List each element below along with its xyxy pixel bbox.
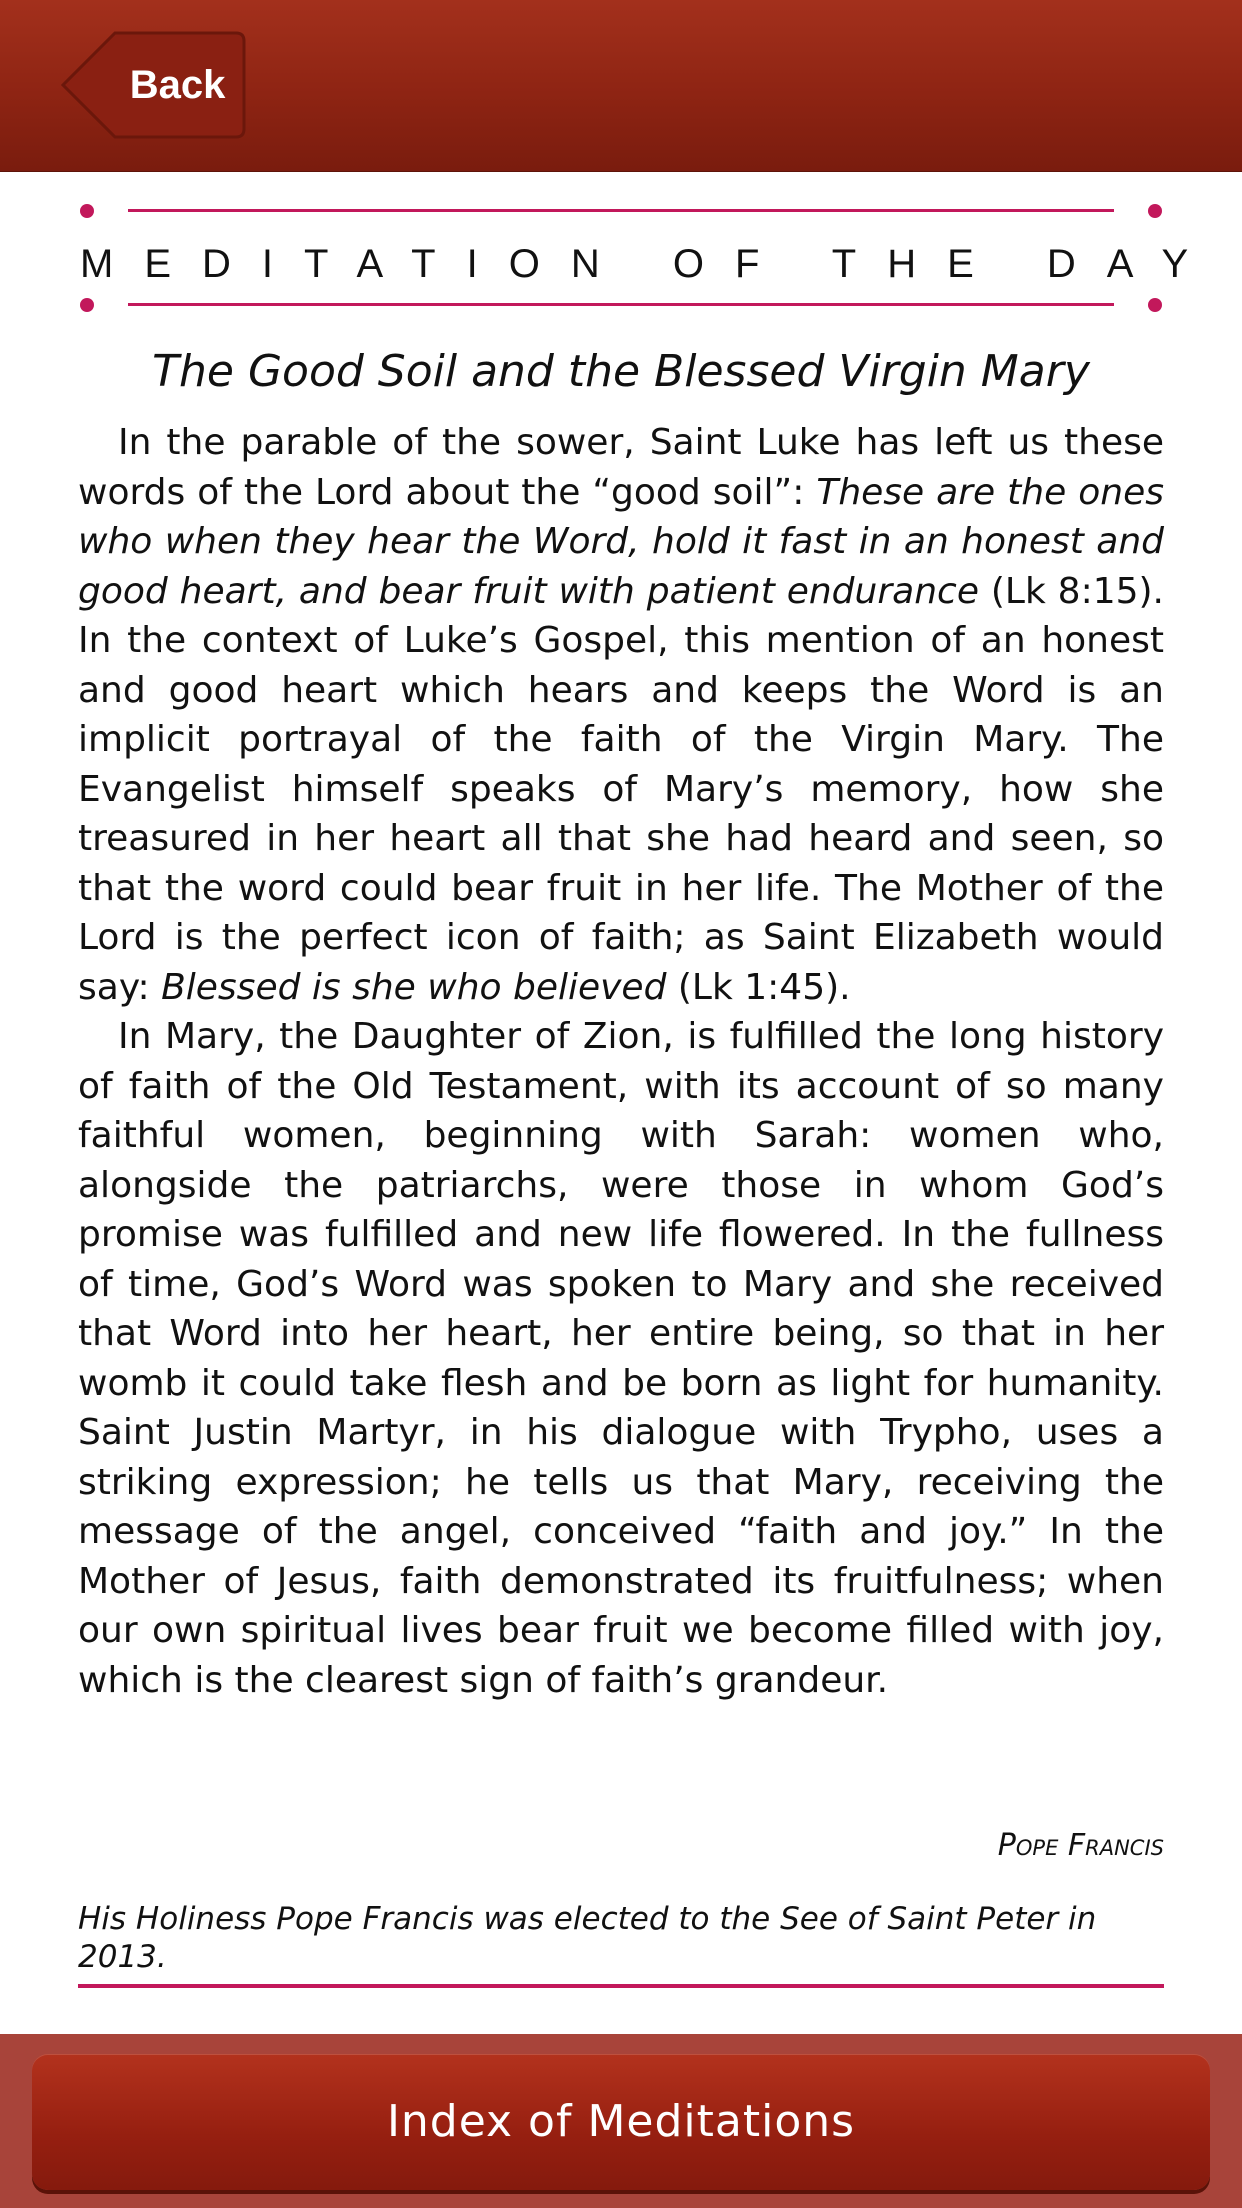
paragraph-1	[78, 418, 1164, 1012]
ornament-line-bottom	[128, 303, 1114, 306]
p1-text: In the parable of the sower, Saint Luke has left us these words of the Lord about the “good soil”:	[78, 422, 1164, 513]
article-body	[78, 418, 1164, 1705]
p1-quote: These are the ones who when they hear the Word, hold it fast in an honest and good heart, and bear fruit with patient endurance	[78, 471, 1164, 612]
author-signature: Pope Francis	[997, 1828, 1164, 1863]
ornament-line-top	[128, 209, 1114, 212]
ornament-dot	[80, 298, 94, 312]
ornament-dot	[80, 204, 94, 218]
p1-text: (Lk 8:15). In the context of Luke’s Gospel, this mention of an honest and good heart which hears and keeps the Word is an implicit portrayal of the faith of the Virgin Mary. The Evangelist himself speaks of Mary’s memory, how she treasured in her heart all that she had heard and seen, so that the word could bear fruit in her life. The Mother of the Lord is the perfect icon of faith; as Saint Elizabeth would say:	[78, 570, 1164, 1008]
section-title: MEDITATION OF THE DAY	[80, 242, 1220, 286]
ornament-dot	[1148, 204, 1162, 218]
magnificat-logo	[336, 17, 896, 156]
p1-text: (Lk 1:45).	[666, 966, 851, 1008]
bottom-divider	[78, 1984, 1164, 1988]
back-button[interactable]	[60, 30, 246, 140]
back-button-label: Back	[129, 63, 226, 107]
paragraph-2: In Mary, the Daughter of Zion, is fulfilled the long history of faith of the Old Testament, with its account of so many faithful women, beginning with Sarah: women who, alongside the patriarchs, were those in whom God’s promise was fulfilled and new life flowered. In the fullness of time, God’s Word was spoken to Mary and she received that Word into her heart, her entire being, so that in her womb it could take flesh and be born as light for humanity. Saint Justin Martyr, in his dialogue with Trypho, uses a striking expression; he tells us that Mary, receiving the message of the angel, conceived “faith and joy.” In the Mother of Jesus, faith demonstrated its fruitfulness; when our own spiritual lives bear fruit we become filled with joy, which is the clearest sign of faith’s grandeur.	[78, 1016, 1164, 1701]
meditation-content	[0, 172, 1242, 2034]
logo-initial: M	[336, 17, 449, 156]
ornament-dot	[1148, 298, 1162, 312]
author-note: His Holiness Pope Francis was elected to the See of Saint Peter in 2013.	[78, 1901, 1097, 1975]
nav-bar	[0, 0, 1242, 172]
article-title: The Good Soil and the Blessed Virgin Mary	[152, 346, 1090, 397]
index-of-meditations-button[interactable]: Index of Meditations	[32, 2054, 1210, 2190]
p1-quote: Blessed is she who believed	[161, 966, 667, 1008]
footer-bar	[0, 2034, 1242, 2208]
logo-wordmark: AGNIFICAT	[440, 27, 819, 104]
registered-mark: ®	[850, 72, 867, 97]
